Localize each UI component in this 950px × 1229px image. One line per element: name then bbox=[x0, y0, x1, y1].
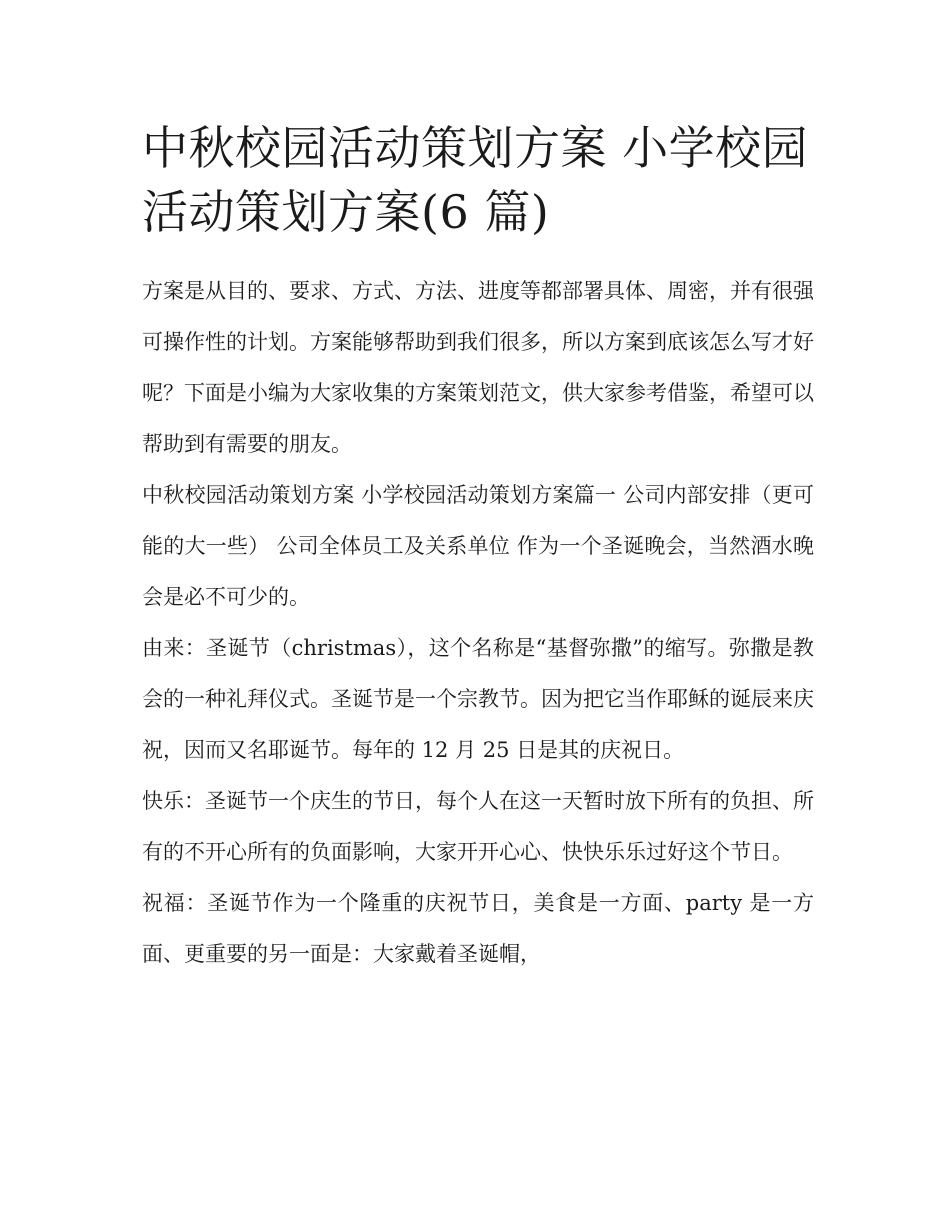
document-title: 中秋校园活动策划方案 小学校园活动策划方案(6 篇) bbox=[142, 121, 809, 239]
paragraph-happiness: 快乐：圣诞节一个庆生的节日，每个人在这一天暂时放下所有的负担、所有的不开心所有的负面影响，大家开开心心、快快乐乐过好这个节日。 bbox=[142, 789, 814, 864]
document-body bbox=[142, 266, 814, 980]
paragraph-section-one: 中秋校园活动策划方案 小学校园活动策划方案篇一 公司内部安排（更可能的大一些） 公司全体员工及关系单位 作为一个圣诞晚会，当然酒水晚会是必不可少的。 bbox=[142, 483, 814, 609]
paragraph-origin: 由来：圣诞节（christmas），这个名称是“基督弥撒”的缩写。弥撒是教会的一种礼拜仪式。圣诞节是一个宗教节。因为把它当作耶稣的诞辰来庆祝，因而又名耶诞节。每年的 12 月 25 日是其的庆祝日。 bbox=[142, 636, 814, 762]
paragraph-intro: 方案是从目的、要求、方式、方法、进度等都部署具体、周密，并有很强可操作性的计划。方案能够帮助到我们很多，所以方案到底该怎么写才好呢？下面是小编为大家收集的方案策划范文，供大家参考借鉴，希望可以帮助到有需要的朋友。 bbox=[142, 279, 814, 456]
paragraph-blessing: 祝福：圣诞节作为一个隆重的庆祝节日，美食是一方面、party 是一方面、更重要的另一面是：大家戴着圣诞帽， bbox=[142, 891, 814, 966]
document-content bbox=[142, 116, 814, 980]
